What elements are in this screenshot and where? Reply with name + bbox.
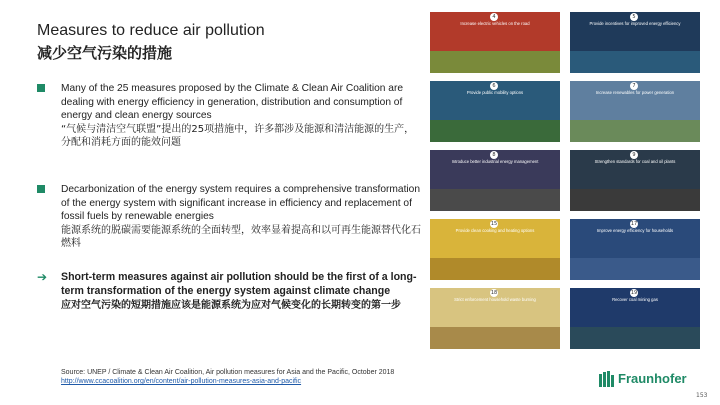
measure-tile — [570, 288, 700, 349]
measure-tile — [430, 12, 560, 73]
source-text: Source: UNEP / Climate & Clean Air Coalition, Air pollution measures for Asia and the Pacific, October 2018 — [61, 369, 395, 376]
bullet-text-zh: “气候与清洁空气联盟”提出的25项措施中，许多都涉及能源和清洁能源的生产，分配和消耗方面的能效问题 — [61, 123, 415, 149]
arrow-right-icon: ➔ — [37, 270, 48, 284]
tile-caption: Provide public mobility options — [466, 90, 524, 95]
bullet-square-icon — [37, 185, 45, 193]
tile-number: 6 — [490, 82, 498, 90]
fraunhofer-logo — [598, 368, 708, 390]
conclusion-text-en: Short-term measures against air pollution should be the first of a long-term transformation of the energy system against climate change — [61, 271, 417, 297]
tile-scene — [570, 51, 700, 73]
measure-tile — [570, 12, 700, 73]
tile-scene — [430, 51, 560, 73]
conclusion-text-zh: 应对空气污染的短期措施应该是能源系统为应对气候变化的长期转变的第一步 — [61, 299, 401, 311]
tile-scene — [430, 327, 560, 349]
tile-number: 19 — [630, 290, 638, 296]
measure-tile — [570, 150, 700, 211]
tile-scene — [430, 120, 560, 142]
tile-number: 8 — [490, 151, 498, 159]
measure-tile — [430, 288, 560, 349]
bullet-item — [37, 183, 422, 251]
tile-number: 4 — [490, 13, 498, 21]
tile-caption: Provide clean cooking and heating options — [455, 228, 535, 233]
measure-tile — [570, 219, 700, 280]
tile-number: 7 — [630, 82, 638, 90]
tile-number: 15 — [490, 221, 498, 227]
tile-scene — [570, 258, 700, 280]
tile-caption: Recover coal mining gas — [612, 297, 658, 302]
page-title-zh: 减少空气污染的措施 — [37, 44, 173, 62]
tile-caption: Introduce better industrial energy management — [451, 159, 539, 164]
conclusion-item — [37, 271, 422, 312]
tile-number: 18 — [490, 290, 498, 296]
tile-number: 5 — [630, 13, 638, 21]
measures-infographic-grid — [430, 12, 700, 350]
tile-caption: Increase renewables for power generation — [595, 90, 675, 95]
tile-scene — [570, 120, 700, 142]
bullet-square-icon — [37, 84, 45, 92]
bullet-text-en: Many of the 25 measures proposed by the Climate & Clean Air Coalition are dealing with energy efficiency in generation, distribution and consumption of energy and clean energy sources — [61, 83, 404, 122]
logo-text: Fraunhofer — [618, 371, 687, 386]
tile-number: 17 — [630, 221, 638, 227]
tile-caption: Increase electric vehicles on the road — [460, 21, 530, 26]
source-link[interactable]: http://www.ccacoalition.org/en/content/air-pollution-measures-asia-and-pacific — [61, 378, 302, 385]
page-title: Measures to reduce air pollution — [37, 22, 265, 39]
measure-tile — [570, 81, 700, 142]
page-number: 153 — [696, 392, 708, 399]
tile-scene — [570, 189, 700, 211]
measure-tile — [430, 81, 560, 142]
tile-scene — [570, 327, 700, 349]
tile-scene — [430, 189, 560, 211]
tile-caption: Strict enforcement household waste burning — [454, 297, 536, 302]
source-note — [61, 368, 421, 386]
tile-caption: Improve energy efficiency for households — [596, 228, 674, 233]
tile-caption: Strengthen standards for coal and oil plants — [594, 159, 676, 164]
tile-caption: Provide incentives for improved energy efficiency — [589, 21, 681, 26]
tile-scene — [430, 258, 560, 280]
bullet-item — [37, 82, 422, 150]
fraunhofer-logo-icon — [598, 370, 616, 388]
measure-tile — [430, 219, 560, 280]
tile-number: 9 — [630, 151, 638, 159]
measure-tile — [430, 150, 560, 211]
bullet-text-en: Decarbonization of the energy system requires a comprehensive transformation of the energy system with significant increase in efficiency and replacement of fossil fuels by renewable energies — [61, 184, 421, 223]
bullet-text-zh: 能源系统的脱碳需要能源系统的全面转型，效率显着提高和以可再生能源替代化石燃料 — [61, 224, 421, 250]
